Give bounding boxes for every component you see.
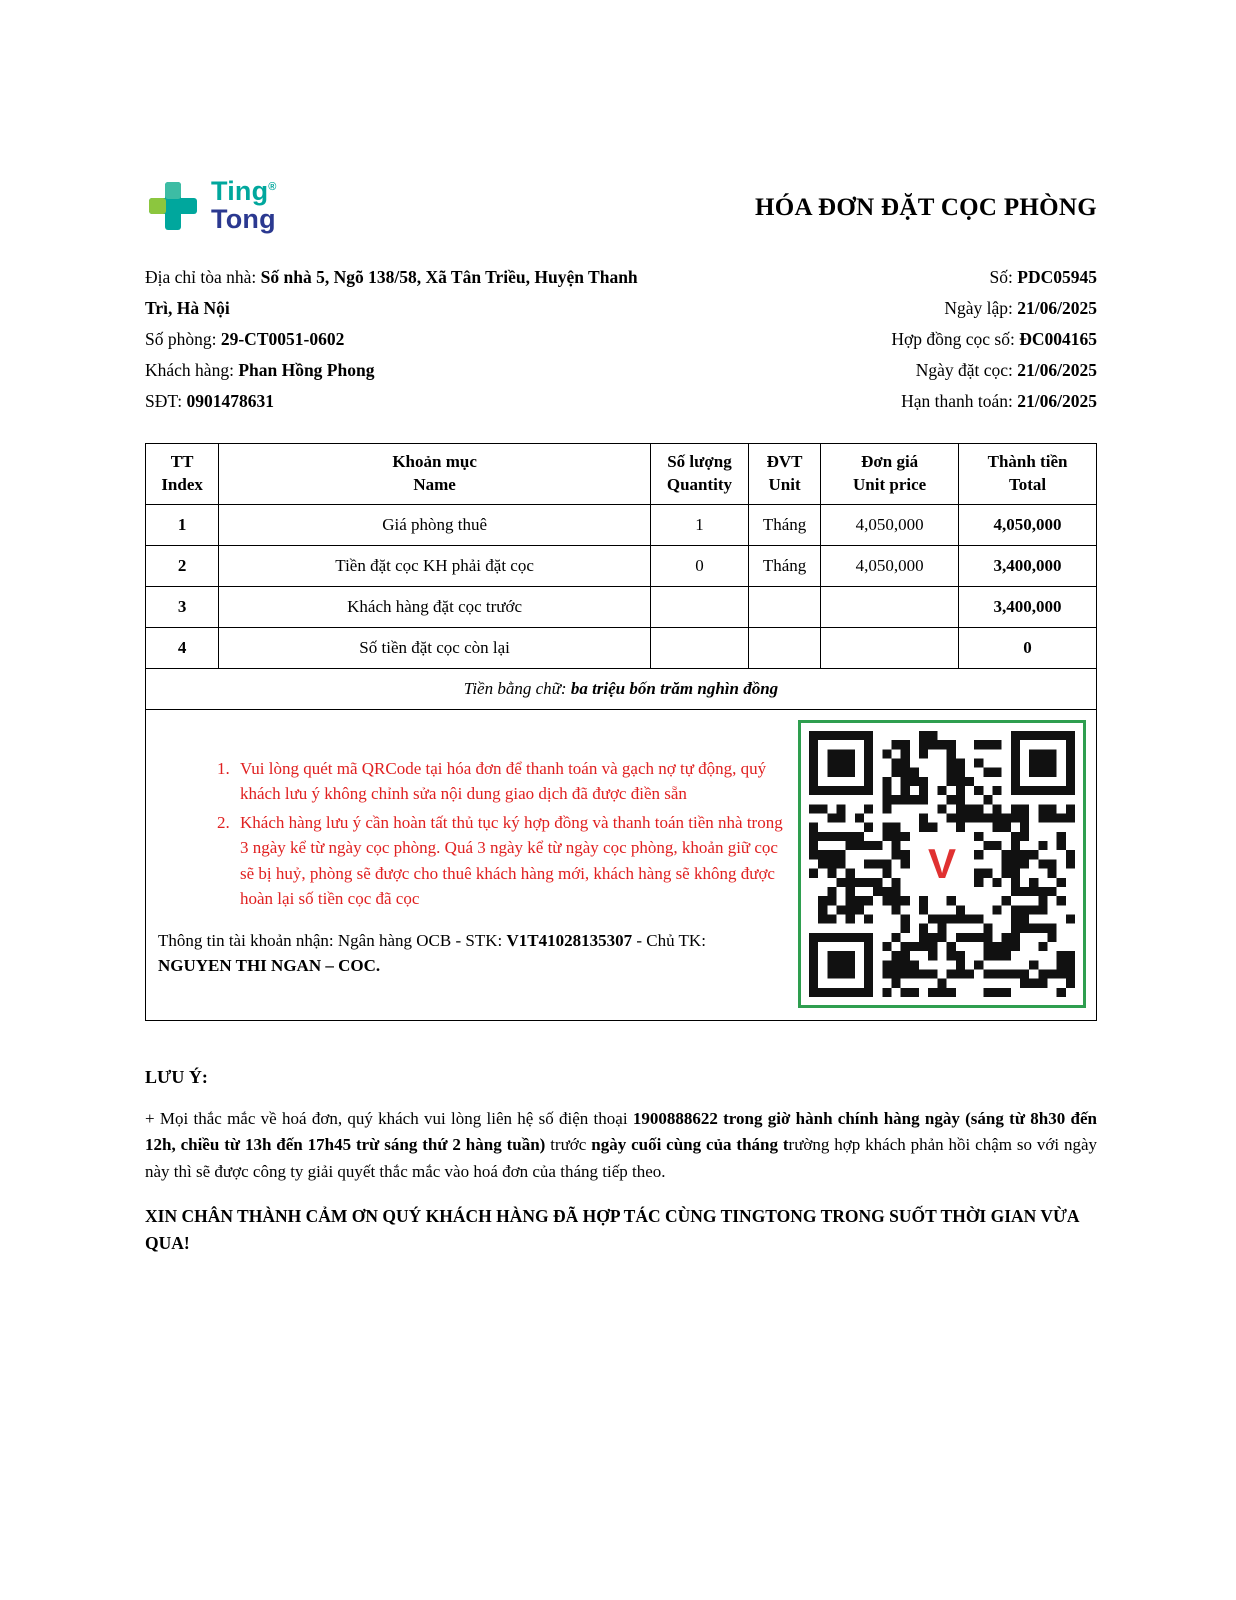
cell-unit-price: 4,050,000: [821, 545, 959, 586]
header-name: Khoản mục Name: [219, 444, 651, 505]
info-label: Hạn thanh toán:: [901, 391, 1018, 411]
qr-code: [798, 720, 1086, 1008]
cell-unit-price: [821, 586, 959, 627]
footer-text: trước: [545, 1135, 592, 1155]
table-row: [146, 627, 1097, 668]
bank-info-prefix: Thông tin tài khoản nhận: Ngân hàng OCB - STK:: [158, 930, 507, 950]
cell-unit: Tháng: [748, 504, 820, 545]
payment-note-item: 1. Vui lòng quét mã QRCode tại hóa đơn để thanh toán và gạch nợ tự động, quý khách lưu ý không chỉnh sửa nội dung giao dịch đã được điền sẵn: [234, 756, 784, 807]
cell-total: 4,050,000: [959, 504, 1097, 545]
info-invoice-number: [667, 262, 1097, 293]
tingtong-logo-text: [211, 178, 277, 233]
info-right: [667, 262, 1097, 417]
info-phone: [145, 386, 667, 417]
tingtong-logo-icon: [145, 178, 201, 234]
page-title: HÓA ĐƠN ĐẶT CỌC PHÒNG: [755, 194, 1097, 221]
info-label: SĐT:: [145, 391, 187, 411]
tingtong-logo: [145, 178, 277, 234]
thank-you-message: XIN CHÂN THÀNH CẢM ƠN QUÝ KHÁCH HÀNG ĐÃ HỢP TÁC CÙNG TINGTONG TRONG SUỐT THỜI GIAN VỪA QUA!: [145, 1205, 1079, 1254]
footer-paragraph: [145, 1106, 1097, 1185]
cell-quantity: [650, 586, 748, 627]
cell-unit: [748, 586, 820, 627]
cell-name: Khách hàng đặt cọc trước: [219, 586, 651, 627]
bank-account-info: [158, 928, 784, 979]
info-label: Khách hàng:: [145, 360, 239, 380]
table-header-row: [146, 444, 1097, 505]
info-payment-due-date: [667, 386, 1097, 417]
notes-box: [145, 709, 1097, 1021]
info-label: Địa chỉ tòa nhà:: [145, 267, 261, 287]
info-label: Ngày đặt cọc:: [915, 360, 1018, 380]
payment-notes-list: [158, 756, 784, 912]
footer-heading: LƯU Ý:: [145, 1066, 208, 1087]
info-deposit-date: [667, 355, 1097, 386]
qr-center-logo: V: [914, 836, 970, 892]
footer-deadline: ngày cuối cùng của tháng t: [591, 1135, 789, 1155]
cell-index: 2: [146, 545, 219, 586]
header-index: TT Index: [146, 444, 219, 505]
info-room-number: [145, 324, 667, 355]
amount-in-words-row: [146, 668, 1097, 709]
info-value: Phan Hồng Phong: [238, 360, 375, 380]
info-value: ĐC004165: [1019, 329, 1097, 349]
cell-index: 1: [146, 504, 219, 545]
cell-total: 0: [959, 627, 1097, 668]
info-label: Hợp đồng cọc số:: [891, 329, 1020, 349]
bank-account-holder: NGUYEN THI NGAN – COC.: [158, 956, 381, 976]
header-total: Thành tiền Total: [959, 444, 1097, 505]
payment-notes: [146, 710, 798, 1020]
info-deposit-contract-number: [667, 324, 1097, 355]
bank-account-number: V1T41028135307: [506, 930, 633, 950]
table-row: [146, 545, 1097, 586]
info-value: 21/06/2025: [1017, 360, 1097, 380]
cell-index: 3: [146, 586, 219, 627]
logo-tong: Tong: [211, 204, 276, 234]
cell-unit-price: [821, 627, 959, 668]
amount-in-words: [146, 668, 1097, 709]
info-label: Số:: [989, 267, 1018, 287]
invoice-header: [145, 178, 1097, 234]
footer-note: [145, 1067, 1097, 1257]
cell-name: Giá phòng thuê: [219, 504, 651, 545]
cell-total: 3,400,000: [959, 545, 1097, 586]
logo-ting: Ting: [211, 176, 269, 207]
cell-name: Tiền đặt cọc KH phải đặt cọc: [219, 545, 651, 586]
amount-in-words-value: ba triệu bốn trăm nghìn đồng: [570, 678, 779, 698]
cell-unit: Tháng: [748, 545, 820, 586]
info-value: 29-CT0051-0602: [220, 329, 345, 349]
info-issue-date: [667, 293, 1097, 324]
info-value: PDC05945: [1017, 267, 1097, 287]
info-customer-name: [145, 355, 667, 386]
cell-unit: [748, 627, 820, 668]
header-quantity: Số lượng Quantity: [650, 444, 748, 505]
amount-in-words-label: Tiền bằng chữ:: [463, 678, 571, 698]
info-value: Số nhà 5, Ngõ 138/58, Xã Tân Triều, Huyện Thanh Trì, Hà Nội: [145, 267, 638, 318]
info-value: 21/06/2025: [1017, 298, 1097, 318]
footer-text: rường hợp khách phản hồi chậm so với ngày này thì sẽ được công ty giải quyết thắc mắc vào hoá đơn của tháng tiếp theo.: [145, 1135, 1098, 1181]
cell-quantity: 0: [650, 545, 748, 586]
bank-info-mid: - Chủ TK:: [632, 930, 706, 950]
info-label: Số phòng:: [145, 329, 221, 349]
cell-quantity: [650, 627, 748, 668]
invoice-table: [145, 443, 1097, 710]
info-label: Ngày lập:: [944, 298, 1018, 318]
header-unit-price: Đơn giá Unit price: [821, 444, 959, 505]
cell-total: 3,400,000: [959, 586, 1097, 627]
info-value: 0901478631: [186, 391, 274, 411]
cell-unit-price: 4,050,000: [821, 504, 959, 545]
registered-mark: ®: [268, 181, 277, 194]
table-row: [146, 586, 1097, 627]
info-left: [145, 262, 667, 417]
payment-note-item: 2. Khách hàng lưu ý cần hoàn tất thủ tục ký hợp đồng và thanh toán tiền nhà trong 3 ngày kể từ ngày cọc phòng. Quá 3 ngày kể từ ngày cọc phòng, khoản giữ cọc sẽ bị huỷ, phòng sẽ được cho thuê khách hàng mới, khách hàng sẽ không được hoàn lại số tiền cọc đã cọc: [234, 810, 784, 912]
hotline-number: 1900888622 trong giờ hành chính hàng ngày (sáng từ 8h30 đến 12h, chiều từ 13h đến 17h45 trừ sáng thứ 2 hàng tuần): [145, 1108, 1097, 1155]
info-building-address: [145, 262, 667, 324]
info-section: [145, 262, 1097, 417]
header-unit: ĐVT Unit: [748, 444, 820, 505]
cell-index: 4: [146, 627, 219, 668]
info-value: 21/06/2025: [1017, 391, 1097, 411]
footer-text: + Mọi thắc mắc về hoá đơn, quý khách vui lòng liên hệ số điện thoại: [145, 1108, 633, 1128]
cell-name: Số tiền đặt cọc còn lại: [219, 627, 651, 668]
cell-quantity: 1: [650, 504, 748, 545]
table-row: [146, 504, 1097, 545]
